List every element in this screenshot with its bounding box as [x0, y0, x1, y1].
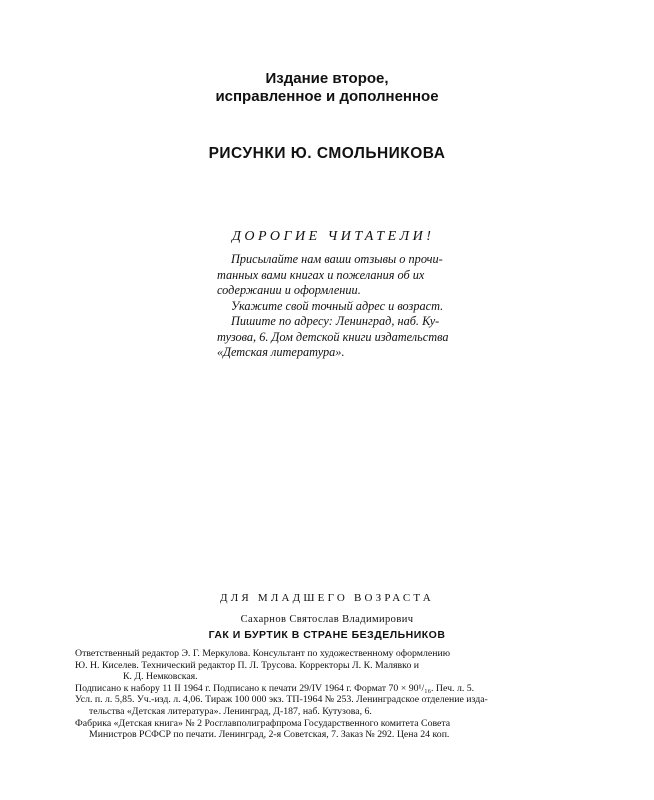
- imprint-line: Подписано к набору 11 II 1964 г. Подписано к печати 29/IV 1964 г. Формат 70 × 90¹/₁₆. Печ. л. 5.: [75, 682, 475, 694]
- readers-appeal-text: [217, 252, 465, 361]
- appeal-line: танных вами книгах и пожелания об их: [217, 267, 425, 282]
- imprint-line: Фабрика «Детская книга» № 2 Росглавполиграфпрома Государственного комитета Совета: [75, 717, 451, 729]
- age-group-label: ДЛЯ МЛАДШЕГО ВОЗРАСТА: [220, 592, 434, 604]
- book-title: ГАК И БУРТИК В СТРАНЕ БЕЗДЕЛЬНИКОВ: [208, 629, 446, 641]
- edition-line-2: исправленное и дополненное: [215, 88, 439, 105]
- author-name: Сахарнов Святослав Владимирович: [240, 614, 414, 625]
- appeal-line: «Детская литература».: [217, 345, 345, 359]
- appeal-line: Присылайте нам ваши отзывы о прочи-: [231, 252, 443, 266]
- imprint-line: Ю. Н. Киселев. Технический редактор П. Л. Трусова. Корректоры Л. К. Малявко и: [75, 659, 420, 671]
- imprint-line: Министров РСФСР по печати. Ленинград, 2-я Советская, 7. Заказ № 292. Цена 24 коп.: [89, 729, 450, 741]
- appeal-line: содержании и оформлении.: [217, 283, 361, 297]
- imprint-line: Ответственный редактор Э. Г. Меркулова. Консультант по художественному оформлению: [75, 648, 451, 659]
- edition-note: [0, 70, 654, 106]
- appeal-line: тузова, 6. Дом детской книги издательства: [217, 329, 449, 344]
- imprint-line: К. Д. Немковская.: [123, 671, 198, 683]
- imprint-block: [75, 648, 583, 741]
- imprint-line: Усл. п. л. 5,85. Уч.-изд. л. 4,06. Тираж 100 000 экз. ТП-1964 № 253. Ленинградское отделение изда-: [75, 694, 488, 706]
- appeal-line: Пишите по адресу: Ленинград, наб. Ку-: [231, 314, 440, 328]
- readers-appeal-title: ДОРОГИЕ ЧИТАТЕЛИ!: [232, 229, 435, 244]
- illustrator-credit: РИСУНКИ Ю. СМОЛЬНИКОВА: [208, 145, 446, 162]
- appeal-line: Укажите свой точный адрес и возраст.: [231, 298, 444, 313]
- imprint-line: тельства «Детская литература». Ленинград, Д-187, наб. Кутузова, 6.: [89, 705, 372, 717]
- edition-line-1: Издание второе,: [265, 70, 389, 87]
